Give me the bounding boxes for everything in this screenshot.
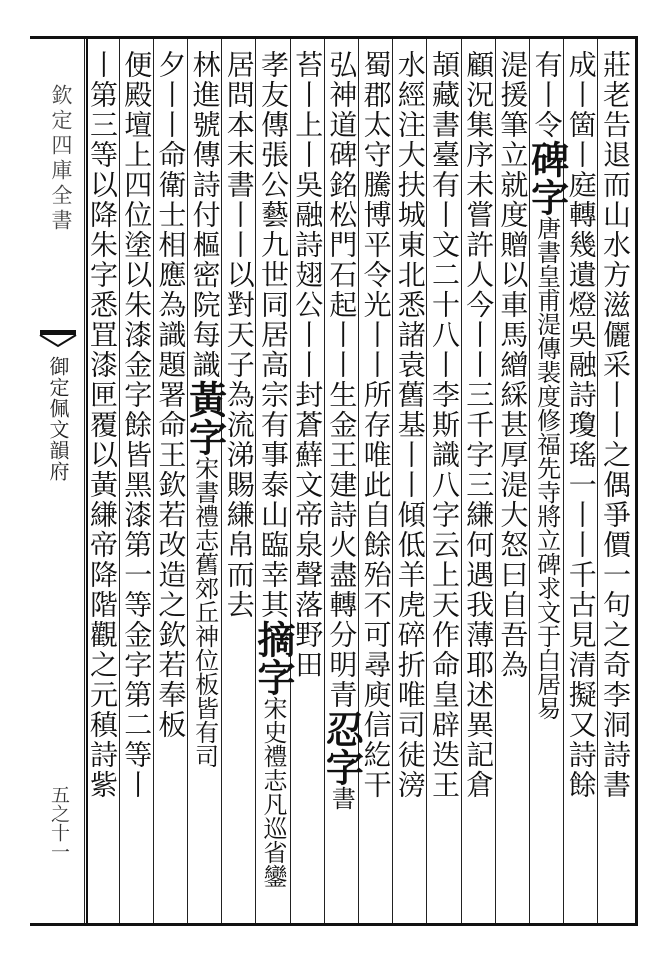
page-margin xyxy=(34,40,82,920)
body-text: 夕丨丨命衛士相應為識題署命王欽若改造之欽若奉板 xyxy=(154,50,188,740)
body-text: 弘神道碑銘松門石起丨丨生金王建詩火盡轉分明青 xyxy=(325,50,359,710)
text-column xyxy=(598,50,632,920)
annotation-text: 唐書皇甫湜傳裴度修福先寺將立碑求文于白居易 xyxy=(532,216,561,720)
text-column xyxy=(153,50,187,920)
margin-folio-number: 五之十一 xyxy=(48,785,70,861)
text-column xyxy=(119,50,153,920)
headword: 忍字 xyxy=(319,710,365,786)
text-column xyxy=(461,50,495,920)
annotation-text: 宋史禮志凡巡省鑾 xyxy=(258,696,287,888)
body-text: 頡藏書臺有丨文二十八丨李斯識八字云上天作命皇辟迭王 xyxy=(427,50,461,800)
annotation-text: 書 xyxy=(327,786,356,810)
body-text: 蜀郡太守騰博平令光丨丨所存唯此自餘殆不可尋庾信紇干 xyxy=(359,50,393,800)
headword: 碑字 xyxy=(524,140,570,216)
headword: 黃字 xyxy=(182,380,228,456)
body-text: 水經注大扶城東北悉諸袁舊基丨丨傾低羊虎碎折唯司徒滂 xyxy=(393,50,427,800)
text-column xyxy=(427,50,461,920)
body-text: 湜援筆立就度贈以車馬繒綵甚厚湜大怒曰自吾為 xyxy=(496,50,530,680)
text-column xyxy=(222,50,256,920)
text-column xyxy=(290,50,324,920)
text-column xyxy=(393,50,427,920)
body-text: 孝友傳張公藝九世同居高宗有事泰山臨幸其 xyxy=(256,50,290,620)
text-column xyxy=(495,50,529,920)
body-text: 便殿壇上四位塗以朱漆金字餘皆黑漆第一等金字第二等丨 xyxy=(120,50,154,800)
body-text: 顧況集序未嘗許人今丨丨三千字三縑何遇我薄耶述異記倉 xyxy=(462,50,496,800)
text-column xyxy=(250,50,296,920)
frame-top-rule xyxy=(30,36,638,39)
body-text: 丨第三等以降朱字悉罝漆匣覆以黃縑帝降階觀之元稹詩紫 xyxy=(85,50,119,800)
margin-book-title: 御定佩文韻府 xyxy=(46,356,70,482)
headword: 摘字 xyxy=(250,620,296,696)
margin-collection-title: 欽定四庫全書 xyxy=(49,84,73,234)
body-text: 苔丨上丨吳融詩翅公丨丨封蒼蘚文帝泉聲落野田 xyxy=(291,50,325,680)
frame-bottom-rule xyxy=(30,923,638,926)
body-text: 有丨令 xyxy=(530,50,564,140)
body-text: 莊老告退而山水方滋儷采丨丨之偶爭價一句之奇李洞詩書 xyxy=(598,50,632,800)
text-column xyxy=(524,50,570,920)
text-column xyxy=(319,50,365,920)
text-column xyxy=(182,50,228,920)
fishtail-mark-icon xyxy=(40,330,76,350)
frame-right-rule xyxy=(635,36,638,926)
text-column xyxy=(85,50,119,920)
annotation-text: 宋書禮志舊郊丘神位板皆有司 xyxy=(190,456,219,768)
text-column xyxy=(358,50,392,920)
body-text: 居問本末書丨丨以對天子為流涕賜縑帛而去 xyxy=(222,50,256,620)
body-text: 林進號傳詩付樞密院每識 xyxy=(188,50,222,380)
body-text: 成丨箇丨庭轉幾遺燈吳融詩瓊瑤一丨丨千古見清擬又詩餘 xyxy=(564,50,598,800)
